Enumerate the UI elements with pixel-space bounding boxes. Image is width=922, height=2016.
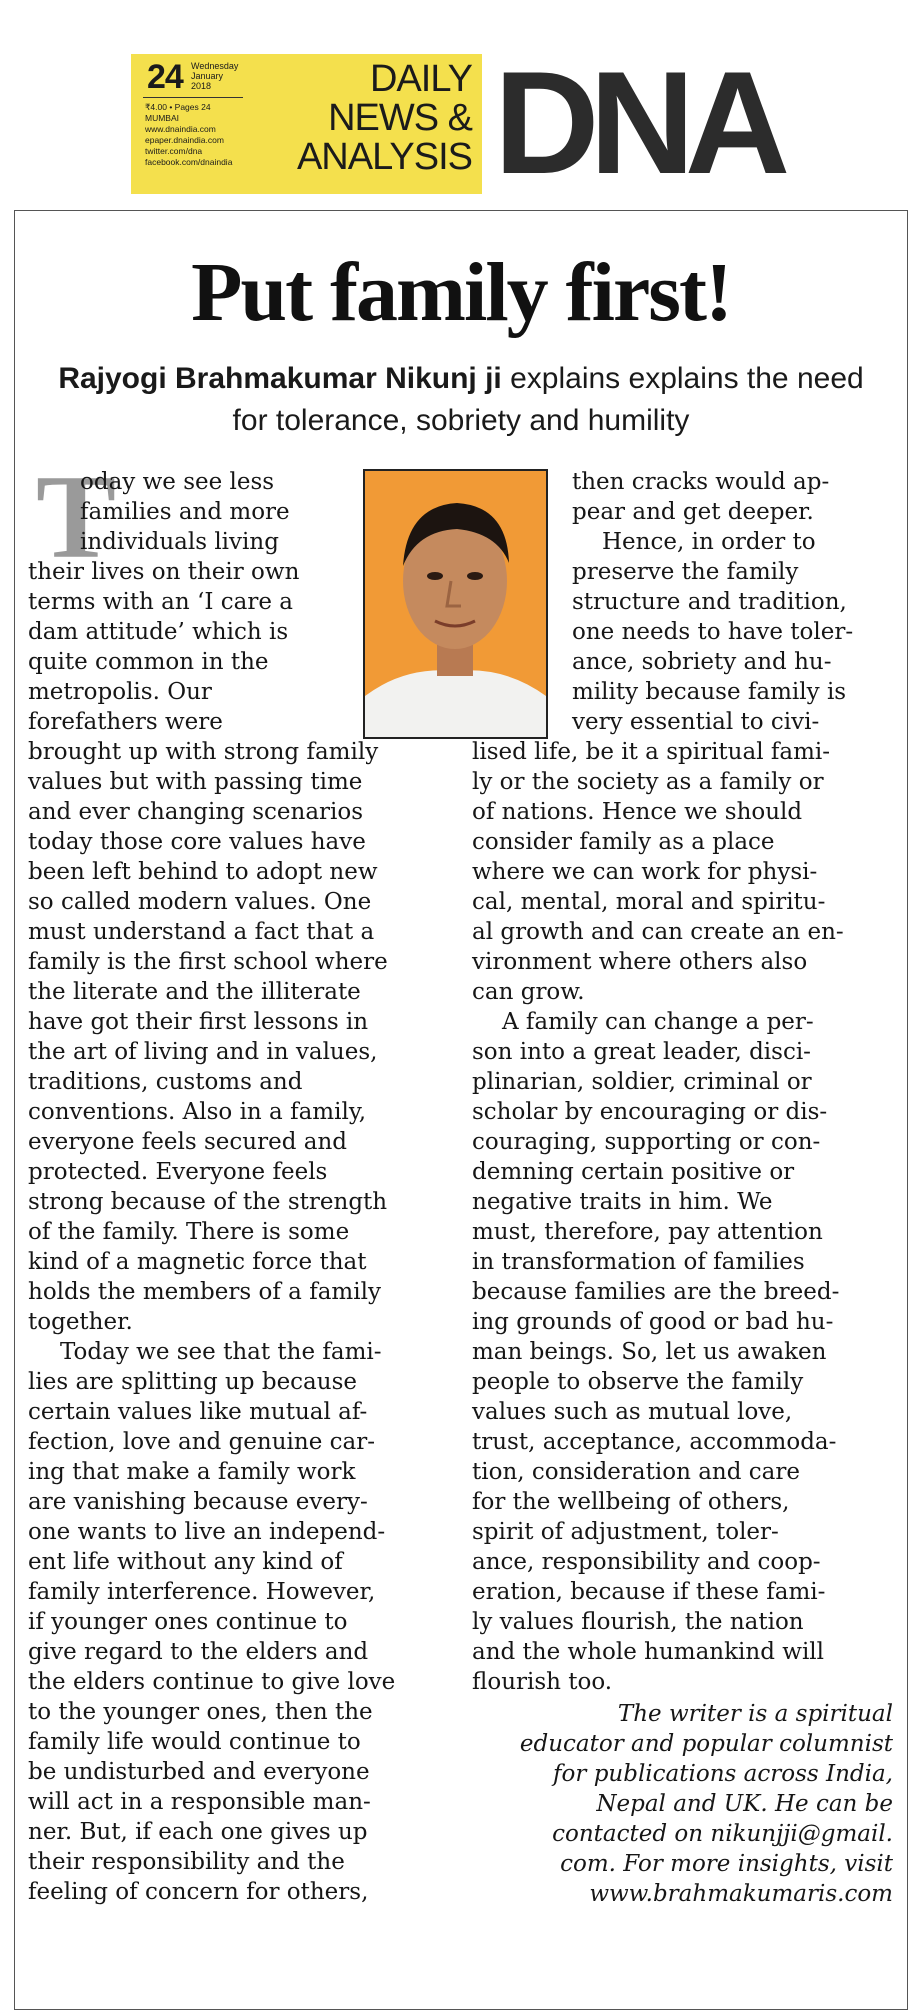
drop-cap: T xyxy=(36,450,117,583)
body-line: terms with an ‘I care a xyxy=(28,589,293,615)
body-line: holds the members of a family xyxy=(28,1279,381,1305)
body-line: because families are the breed- xyxy=(472,1279,840,1305)
body-line: values such as mutual love, xyxy=(472,1399,793,1425)
body-line: plinarian, soldier, criminal or xyxy=(472,1069,812,1095)
date-month: January xyxy=(191,71,224,81)
body-line: ner. But, if each one gives up xyxy=(28,1819,368,1845)
body-line: quite common in the xyxy=(28,649,269,675)
body-line: where we can work for physi- xyxy=(472,859,818,885)
body-line: and ever changing scenarios xyxy=(28,799,364,825)
body-line: are vanishing because every- xyxy=(28,1489,368,1515)
credit-line: The writer is a spiritual xyxy=(617,1701,893,1727)
body-line: cal, mental, moral and spiritu- xyxy=(472,889,826,915)
body-line: ance, sobriety and hu- xyxy=(572,649,832,675)
body-line: to the younger ones, then the xyxy=(28,1699,373,1725)
body-line: ly or the society as a family or xyxy=(472,769,824,795)
paper-name xyxy=(297,60,472,177)
body-line: vironment where others also xyxy=(472,949,808,975)
body-line: been left behind to adopt new xyxy=(28,859,378,885)
body-line: families and more xyxy=(80,499,290,525)
body-line: family is the first school where xyxy=(28,949,388,975)
body-line: dam attitude’ which is xyxy=(28,619,289,645)
body-line: will act in a responsible man- xyxy=(28,1789,371,1815)
body-line: the literate and the illiterate xyxy=(28,979,361,1005)
deck xyxy=(40,358,882,442)
body-line: Hence, in order to xyxy=(602,529,816,555)
body-line: family life would continue to xyxy=(28,1729,361,1755)
body-line: of nations. Hence we should xyxy=(472,799,803,825)
body-line: pear and get deeper. xyxy=(572,499,814,525)
issue-info xyxy=(145,102,232,168)
body-line: their lives on their own xyxy=(28,559,300,585)
body-line: feeling of concern for others, xyxy=(28,1879,369,1905)
body-line: conventions. Also in a family, xyxy=(28,1099,367,1125)
body-line: scholar by encouraging or dis- xyxy=(472,1099,828,1125)
body-line: in transformation of families xyxy=(472,1249,805,1275)
body-line: son into a great leader, disci- xyxy=(472,1039,811,1065)
body-line: one wants to live an independ- xyxy=(28,1519,386,1545)
body-line: be undisturbed and everyone xyxy=(28,1759,370,1785)
issue-price: ₹4.00 • Pages 24 xyxy=(145,102,211,112)
body-line: have got their first lessons in xyxy=(28,1009,369,1035)
body-line: brought up with strong family xyxy=(28,739,379,765)
body-line: eration, because if these fami- xyxy=(472,1579,826,1605)
body-line: very essential to civi- xyxy=(572,709,820,735)
body-line: lised life, be it a spiritual fami- xyxy=(472,739,831,765)
body-line: today those core values have xyxy=(28,829,366,855)
date-year: 2018 xyxy=(191,81,212,91)
body-line: the elders continue to give love xyxy=(28,1669,396,1695)
body-line: values but with passing time xyxy=(28,769,363,795)
dna-logo: DNA xyxy=(494,41,781,204)
date-day: 24 xyxy=(147,58,183,96)
body-line: protected. Everyone feels xyxy=(28,1159,328,1185)
body-line: their responsibility and the xyxy=(28,1849,345,1875)
body-line: for the wellbeing of others, xyxy=(472,1489,790,1515)
body-line: ent life without any kind of xyxy=(28,1549,343,1575)
body-line: if younger ones continue to xyxy=(28,1609,348,1635)
credit-line: Nepal and UK. He can be xyxy=(596,1791,893,1817)
headline: Put family first! xyxy=(191,246,731,339)
body-line: must, therefore, pay attention xyxy=(472,1219,823,1245)
issue-twitter: twitter.com/dna xyxy=(145,146,203,156)
body-line: ing grounds of good or bad hu- xyxy=(472,1309,834,1335)
author-photo xyxy=(363,469,548,739)
body-line: individuals living xyxy=(80,529,279,555)
body-line: of the family. There is some xyxy=(28,1219,350,1245)
paper-name-line: DAILY xyxy=(369,58,472,100)
body-line: ance, responsibility and coop- xyxy=(472,1549,821,1575)
body-line: demning certain positive or xyxy=(472,1159,795,1185)
credit-line: educator and popular columnist xyxy=(519,1731,893,1757)
body-line: so called modern values. One xyxy=(28,889,372,915)
body-line: A family can change a per- xyxy=(502,1009,814,1035)
body-line: strong because of the strength xyxy=(28,1189,388,1215)
body-line: certain values like mutual af- xyxy=(28,1399,368,1425)
credit-line: com. For more insights, visit xyxy=(560,1851,893,1877)
body-line: family interference. However, xyxy=(28,1579,376,1605)
deck-text-line2: for tolerance, sobriety and humility xyxy=(232,404,690,437)
body-line: consider family as a place xyxy=(472,829,775,855)
deck-text: explains explains the need xyxy=(501,362,864,395)
date-words xyxy=(191,61,238,91)
body-line: man beings. So, let us awaken xyxy=(472,1339,827,1365)
credit-line: contacted on nikunjji@gmail. xyxy=(552,1821,893,1847)
credit-line: www.brahmakumaris.com xyxy=(589,1881,893,1907)
body-line: give regard to the elders and xyxy=(28,1639,369,1665)
body-line: mility because family is xyxy=(572,679,847,705)
body-line: one needs to have toler- xyxy=(572,619,854,645)
body-line: ly values flourish, the nation xyxy=(472,1609,804,1635)
body-line: forefathers were xyxy=(28,709,223,735)
deck-author: Rajyogi Brahmakumar Nikunj ji xyxy=(58,362,502,395)
body-line: together. xyxy=(28,1309,133,1335)
issue-facebook: facebook.com/dnaindia xyxy=(145,157,233,167)
body-line: structure and tradition, xyxy=(572,589,847,615)
body-line: can grow. xyxy=(472,979,585,1005)
body-line: metropolis. Our xyxy=(28,679,212,705)
body-line: trust, acceptance, accommoda- xyxy=(472,1429,837,1455)
body-line: traditions, customs and xyxy=(28,1069,303,1095)
issue-website: www.dnaindia.com xyxy=(145,124,216,134)
body-line: lies are splitting up because xyxy=(28,1369,357,1395)
paper-name-line: NEWS & xyxy=(328,97,472,139)
body-line: preserve the family xyxy=(572,559,799,585)
credit-line: for publications across India, xyxy=(553,1761,893,1787)
masthead xyxy=(131,41,781,204)
body-line: people to observe the family xyxy=(472,1369,804,1395)
body-line: ing that make a family work xyxy=(28,1459,356,1485)
body-line: flourish too. xyxy=(472,1669,613,1695)
body-line: Today we see that the fami- xyxy=(60,1339,382,1365)
paper-name-line: ANALYSIS xyxy=(296,136,472,178)
body-line: fection, love and genuine car- xyxy=(28,1429,375,1455)
body-line: spirit of adjustment, toler- xyxy=(472,1519,779,1545)
body-line: kind of a magnetic force that xyxy=(28,1249,367,1275)
body-line: couraging, supporting or con- xyxy=(472,1129,821,1155)
body-line: everyone feels secured and xyxy=(28,1129,347,1155)
portrait-image xyxy=(365,471,546,737)
body-line: tion, consideration and care xyxy=(472,1459,800,1485)
body-line: then cracks would ap- xyxy=(572,469,830,495)
issue-epaper: epaper.dnaindia.com xyxy=(145,135,224,145)
body-line: oday we see less xyxy=(80,469,275,495)
date-divider xyxy=(143,97,243,98)
body-line: must understand a fact that a xyxy=(28,919,375,945)
body-line: al growth and can create an en- xyxy=(472,919,844,945)
issue-city: MUMBAI xyxy=(145,113,179,123)
date-panel xyxy=(131,54,482,194)
body-line: and the whole humankind will xyxy=(472,1639,825,1665)
body-line: negative traits in him. We xyxy=(472,1189,773,1215)
body-line: the art of living and in values, xyxy=(28,1039,378,1065)
date-weekday: Wednesday xyxy=(191,61,239,71)
